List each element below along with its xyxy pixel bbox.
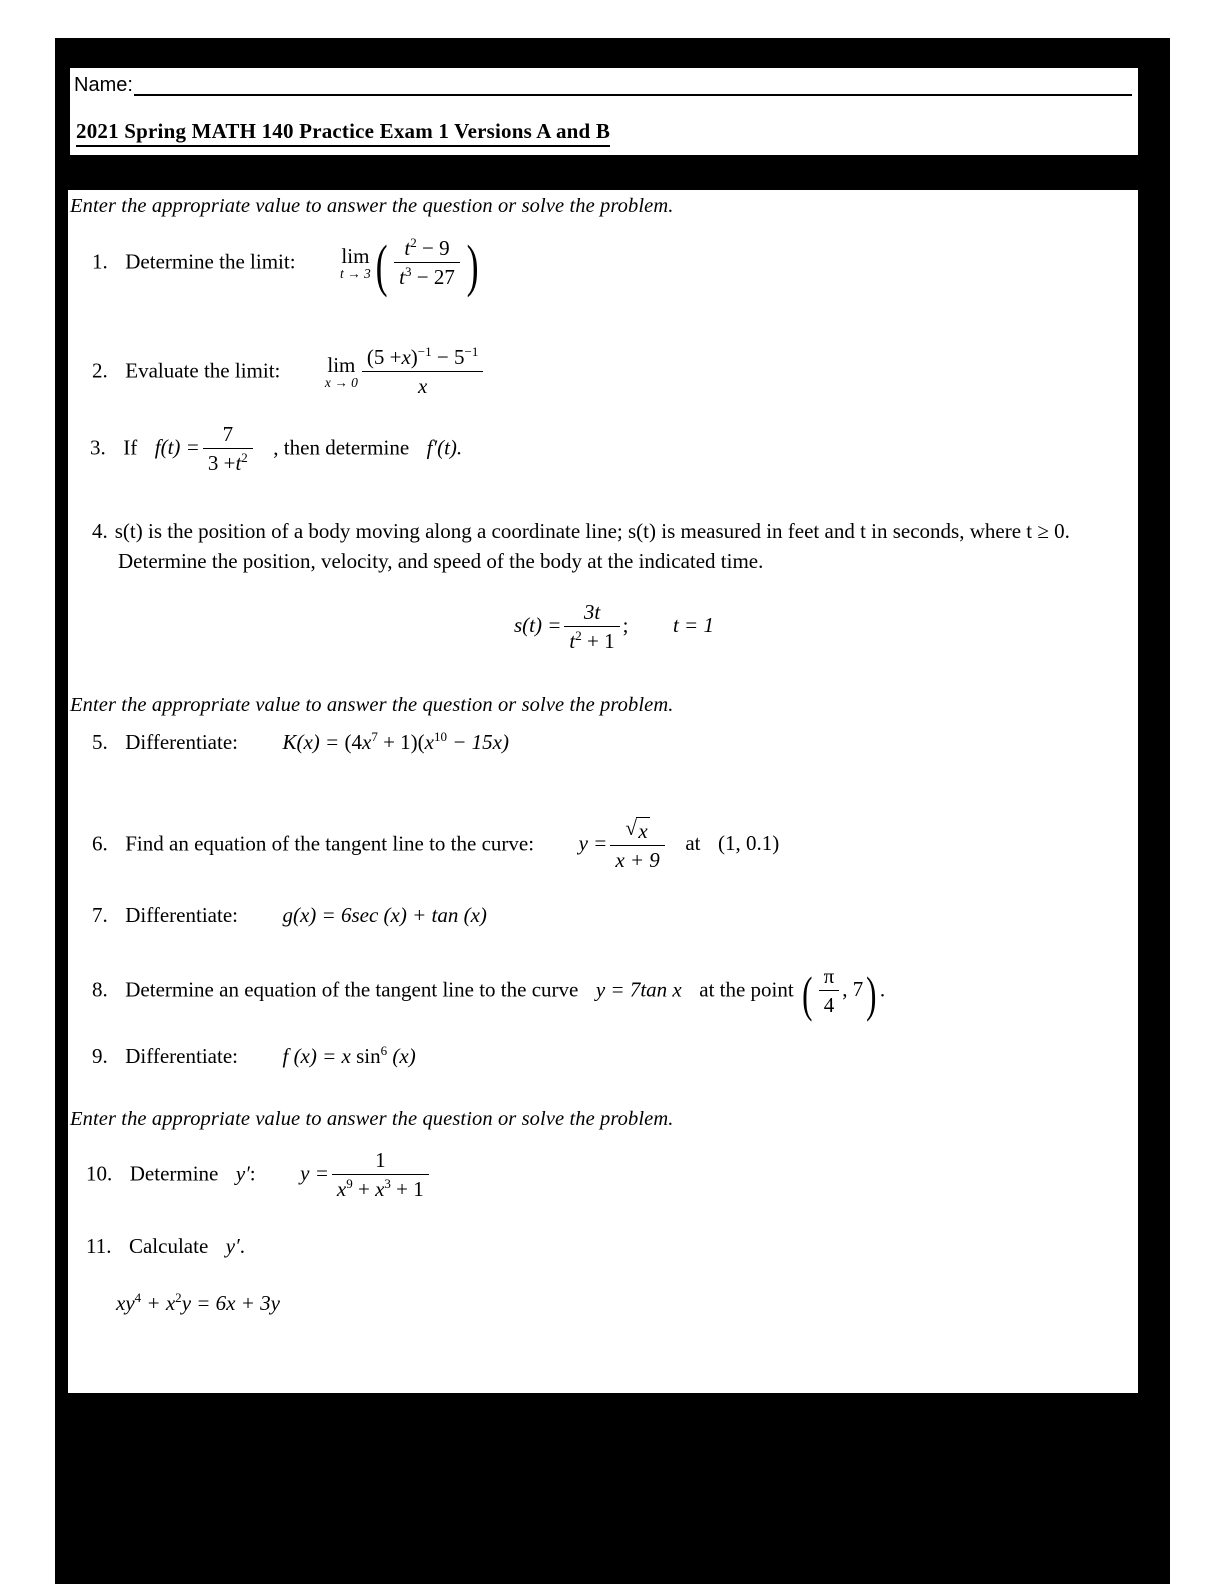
page-title: 2021 Spring MATH 140 Practice Exam 1 Versions A and B [76, 118, 610, 147]
denominator-rest: − 27 [416, 265, 455, 289]
equation-lhs: s(t) = [514, 613, 562, 638]
denominator-variable-2: x [375, 1177, 385, 1201]
problem-6-prompt: Find an equation of the tangent line to the curve: [125, 831, 535, 856]
equation-term-3: y = 6x + 3y [181, 1291, 280, 1315]
problem-9-prompt: Differentiate: [125, 1044, 238, 1068]
reciprocal-fraction [332, 1147, 429, 1202]
limit-fraction [394, 235, 460, 290]
factor-1-exponent: 7 [371, 729, 378, 744]
fraction-denominator [203, 449, 253, 476]
problem-9-expression [282, 1044, 415, 1068]
problem-9-number: 9. [92, 1044, 108, 1068]
function-argument: (t) = [160, 435, 200, 460]
problem-9 [92, 1043, 416, 1069]
problem-3-derivative: f′(t). [426, 435, 463, 460]
problem-3-lead: If [123, 435, 138, 460]
numerator-rest: − 9 [422, 236, 450, 260]
equation-exponent-1: 4 [134, 1290, 142, 1305]
fraction-numerator [362, 344, 483, 372]
curve-fraction [610, 816, 665, 873]
problem-8-curve: y = 7tan x [595, 977, 682, 1002]
numerator-exponent: 2 [410, 235, 417, 250]
problem-4-equation [514, 600, 714, 655]
problem-5-expression [282, 730, 509, 754]
problem-4-line-1: s(t) is the position of a body moving along a coordinate line; s(t) is measured in feet and t in seconds, where t ≥ 0. [114, 519, 1070, 543]
limit-lim-text: lim [341, 243, 370, 268]
function-lhs: f (x) = x [282, 1044, 351, 1068]
equation-condition: t = 1 [672, 613, 714, 638]
problem-1-number: 1. [92, 249, 108, 274]
denominator-exponent: 3 [404, 264, 412, 279]
equation-semicolon: ; [622, 613, 629, 638]
problem-5 [92, 729, 509, 755]
problem-11-number: 11. [86, 1234, 112, 1258]
factor-1-rest: + 1) [383, 730, 418, 754]
problem-10-colon: : [249, 1161, 256, 1186]
point-fraction [819, 963, 840, 1018]
function-name: f [154, 435, 161, 460]
instruction-line-2: Enter the appropriate value to answer the question or solve the problem. [70, 694, 674, 716]
name-write-in-line[interactable] [134, 74, 1132, 96]
problem-6-expression [578, 819, 780, 872]
fraction-numerator: π [819, 963, 840, 991]
problem-2-prompt: Evaluate the limit: [125, 358, 281, 383]
factor-2-exponent: 10 [434, 729, 448, 744]
problem-7 [92, 902, 487, 928]
problem-10-prompt-variable: y′ [235, 1161, 250, 1186]
problem-8-text-after: at the point [699, 977, 794, 1002]
factor-2-rest: − 15x) [452, 730, 510, 754]
sine-argument: (x) [392, 1044, 416, 1068]
limit-subscript: x → 0 [324, 375, 358, 391]
equation-lhs: y = [300, 1161, 329, 1186]
sine-function: sin [356, 1044, 381, 1068]
factor-1-variable: x [361, 730, 372, 754]
problem-8 [92, 964, 886, 1022]
factor-2-open: ( [417, 730, 425, 754]
problem-4 [92, 516, 1070, 576]
instruction-line-3: Enter the appropriate value to answer the question or solve the problem. [70, 1108, 674, 1130]
denominator-exponent: 2 [241, 450, 248, 465]
problem-1-prompt: Determine the limit: [125, 249, 296, 274]
problem-6 [92, 817, 779, 874]
denominator-variable: t [569, 629, 576, 653]
fraction-denominator: x + 9 [615, 848, 660, 872]
fraction-numerator: 3t [564, 599, 619, 627]
fraction-denominator [394, 263, 460, 290]
problem-3 [90, 422, 462, 477]
numerator-open: (5 + [366, 345, 402, 369]
exam-body-box [68, 190, 1138, 1393]
denominator-lead: 3 + [207, 451, 236, 475]
numerator-variable: x [401, 345, 411, 369]
difference-quotient [362, 344, 483, 399]
problem-11-equation [116, 1290, 280, 1316]
problem-5-number: 5. [92, 730, 108, 754]
denominator-operator: + [357, 1177, 370, 1201]
curve-lhs: y = [578, 831, 608, 856]
problem-1-expression: lim t → 3 ( $\frac{t^2 - 9}{t^3 - 27}$ ) [340, 232, 479, 298]
problem-11 [86, 1233, 245, 1259]
numerator-minus-term: − 5 [436, 345, 465, 369]
problem-10-expression [300, 1148, 432, 1201]
problem-11-prompt-variable: y′ [225, 1234, 240, 1258]
problem-3-number: 3. [90, 435, 106, 460]
problem-6-number: 6. [92, 831, 108, 856]
problem-10-number: 10. [86, 1161, 113, 1186]
radicand: x [638, 819, 648, 843]
problem-2-expression [324, 344, 486, 398]
problem-3-tail: , then determine [273, 435, 410, 460]
fraction-denominator [332, 1175, 429, 1202]
problem-1 [92, 232, 482, 298]
limit-operator [324, 352, 358, 391]
exam-header-box [70, 68, 1138, 155]
fraction-numerator [394, 235, 460, 263]
at-word: at [685, 831, 701, 856]
problem-8-number: 8. [92, 977, 108, 1002]
denominator-variable-1: x [336, 1177, 347, 1201]
problem-10-prompt: Determine [129, 1161, 219, 1186]
factor-2-variable: x [424, 730, 434, 754]
instruction-line-1: Enter the appropriate value to answer the question or solve the problem. [70, 195, 674, 217]
square-root-icon [625, 816, 649, 844]
name-field-row [74, 74, 1132, 96]
function-lhs: K(x) = [282, 730, 340, 754]
name-label: Name: [74, 74, 133, 96]
numerator-exponent-1: −1 [417, 344, 432, 359]
denominator-rest: + 1 [587, 629, 615, 653]
tangent-point: (1, 0.1) [717, 831, 780, 856]
function-fraction [203, 421, 253, 476]
problem-11-prompt: Calculate [128, 1234, 209, 1258]
point-second-coordinate: , 7 [842, 977, 864, 1002]
fraction-denominator: 4 [823, 993, 835, 1017]
equation-term-2: + x [146, 1291, 176, 1315]
sine-exponent: 6 [380, 1043, 388, 1058]
denominator-exponent-2: 3 [384, 1176, 391, 1191]
problem-5-prompt: Differentiate: [125, 730, 238, 754]
equation-term-1: xy [116, 1291, 135, 1315]
fraction-numerator: 7 [203, 421, 253, 449]
problem-11-period: . [239, 1234, 245, 1258]
limit-lim-text: lim [327, 352, 356, 377]
problem-7-number: 7. [92, 903, 108, 927]
numerator-close: ) [410, 345, 418, 369]
problem-8-point: ( $\frac{\pi}{4}$ , 7) [802, 964, 877, 1022]
fraction-denominator [564, 627, 619, 654]
problem-10 [86, 1148, 432, 1203]
problem-2-number: 2. [92, 358, 108, 383]
problem-8-text-before: Determine an equation of the tangent line to the curve [125, 977, 579, 1002]
position-fraction [564, 599, 619, 654]
denominator-rest: + 1 [396, 1177, 424, 1201]
problem-7-expression: g(x) = 6sec (x) + tan (x) [282, 903, 487, 927]
problem-8-period: . [879, 977, 886, 1002]
limit-subscript: t → 3 [340, 266, 371, 282]
fraction-numerator [610, 816, 665, 846]
denominator-variable: t [399, 265, 405, 289]
equation-exponent-2: 2 [175, 1290, 182, 1305]
problem-2 [92, 345, 486, 400]
denominator-exponent: 2 [575, 628, 582, 643]
denominator-variable: t [235, 451, 242, 475]
problem-7-prompt: Differentiate: [125, 903, 238, 927]
numerator-variable: t [404, 236, 411, 260]
fraction-numerator: 1 [332, 1147, 429, 1175]
problem-3-expression [154, 422, 261, 475]
limit-operator [340, 243, 371, 282]
numerator-exponent-2: −1 [464, 344, 479, 359]
problem-4-line-2: Determine the position, velocity, and speed of the body at the indicated time. [118, 549, 764, 573]
denominator-exponent-1: 9 [346, 1176, 353, 1191]
fraction-denominator: x [417, 374, 428, 398]
problem-4-number: 4. [92, 519, 108, 543]
factor-1-open: (4 [344, 730, 362, 754]
